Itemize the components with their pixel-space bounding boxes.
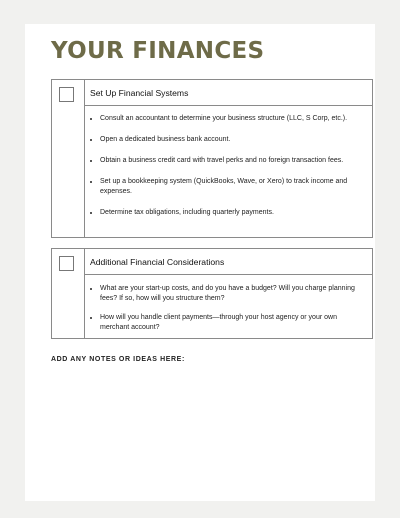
section-checkbox[interactable] xyxy=(59,87,74,102)
list-item: • Open a dedicated business bank account. xyxy=(100,135,364,145)
task-list xyxy=(85,114,372,229)
task-list xyxy=(85,284,372,342)
section-card-financial-systems xyxy=(51,79,373,238)
worksheet-page xyxy=(25,24,375,501)
list-item: • Obtain a business credit card with travel perks and no foreign transaction fees. xyxy=(100,156,364,166)
section-heading: Set Up Financial Systems xyxy=(85,80,372,106)
checkbox-column xyxy=(52,249,85,338)
section-heading: Additional Financial Considerations xyxy=(85,249,372,275)
list-item: • Consult an accountant to determine your business structure (LLC, S Corp, etc.). xyxy=(100,114,364,124)
list-item: • How will you handle client payments—through your host agency or your own merchant account? xyxy=(100,313,364,333)
section-checkbox[interactable] xyxy=(59,256,74,271)
section-card-financial-considerations xyxy=(51,248,373,339)
page-title: YOUR FINANCES xyxy=(51,38,265,64)
list-item: • Determine tax obligations, including quarterly payments. xyxy=(100,208,364,218)
list-item: • What are your start-up costs, and do you have a budget? Will you charge planning fees? If so, how will you structure them? xyxy=(100,284,364,304)
list-item: • Set up a bookkeeping system (QuickBooks, Wave, or Xero) to track income and expenses. xyxy=(100,177,364,197)
checkbox-column xyxy=(52,80,85,237)
notes-label: ADD ANY NOTES OR IDEAS HERE: xyxy=(51,356,185,363)
